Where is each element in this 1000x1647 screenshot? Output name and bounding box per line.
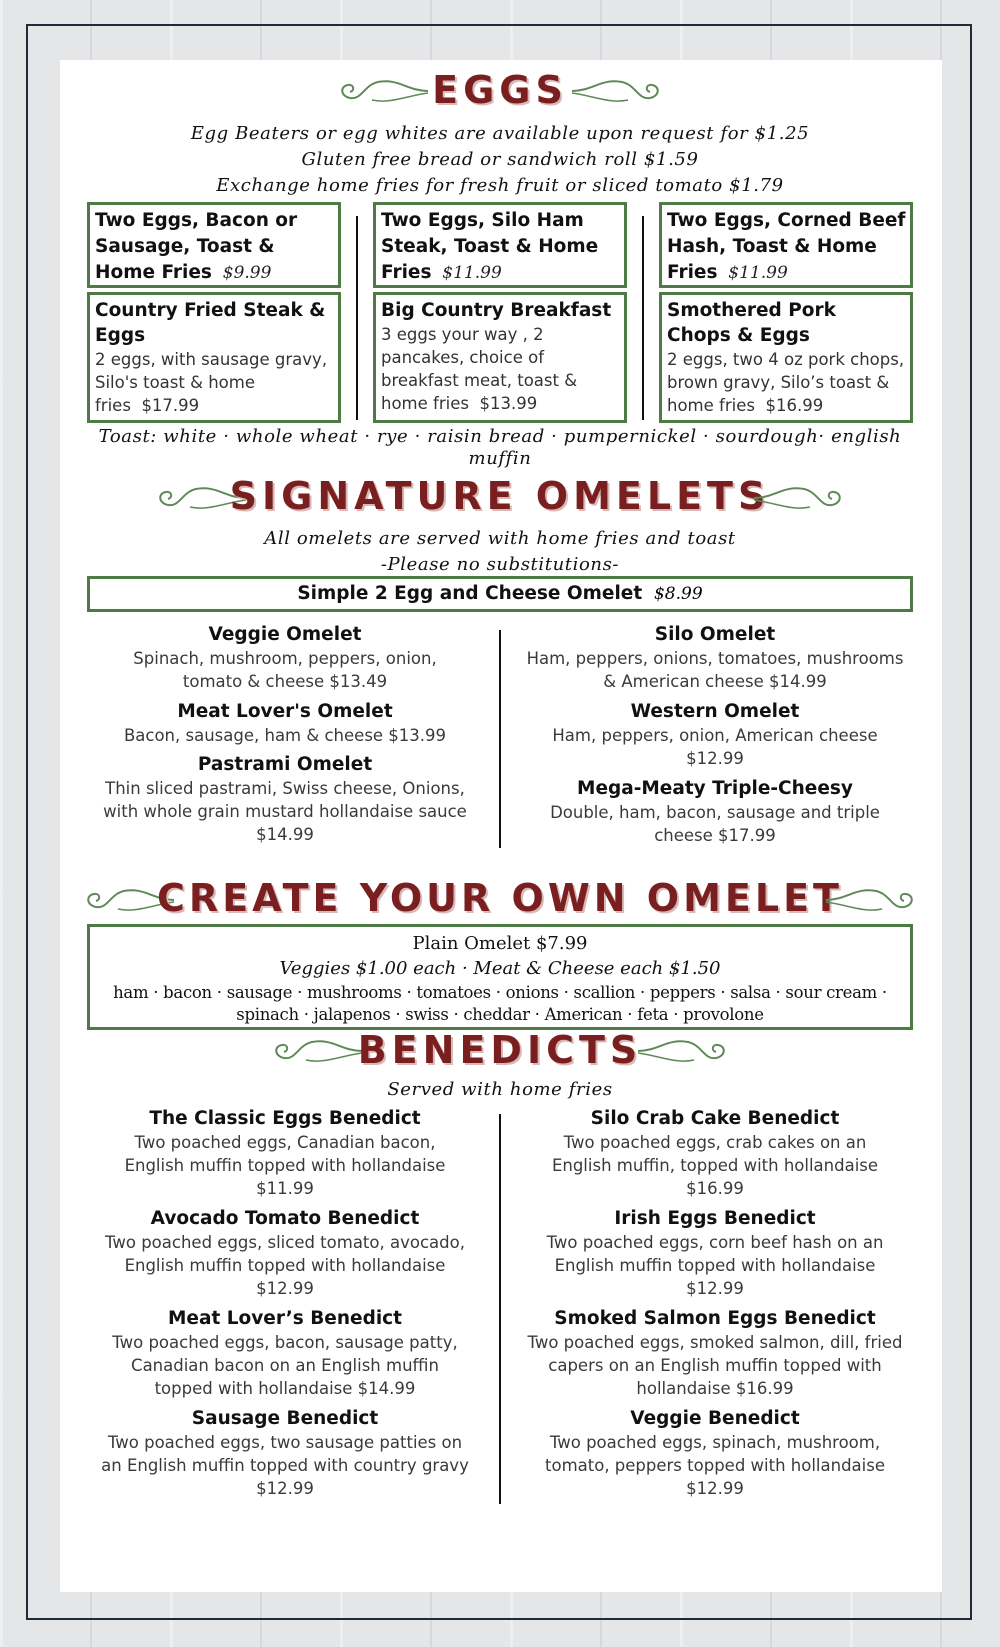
omelet-item bbox=[525, 777, 905, 847]
omelet-item bbox=[95, 623, 475, 693]
egg-item-4-price: $17.99 bbox=[141, 396, 200, 415]
omelet-name: Mega-Meaty Triple-Cheesy bbox=[577, 778, 853, 799]
simple-omelet-box bbox=[87, 576, 913, 612]
omelets-note-1: All omelets are served with home fries and toast bbox=[264, 528, 736, 549]
omelet-name: Silo Omelet bbox=[654, 624, 776, 645]
eggs-divider-1 bbox=[356, 216, 358, 420]
omelet-item bbox=[95, 700, 475, 747]
egg-item-2 bbox=[373, 202, 627, 288]
benedict-item bbox=[525, 1307, 905, 1400]
flourish-right-icon bbox=[824, 883, 926, 917]
omelet-name: Veggie Omelet bbox=[208, 624, 362, 645]
egg-item-3 bbox=[659, 202, 913, 288]
benedict-item bbox=[95, 1207, 475, 1300]
egg-item-1 bbox=[87, 202, 341, 288]
egg-item-5-name: Big Country Breakfast bbox=[381, 300, 612, 321]
benedict-item bbox=[525, 1407, 905, 1500]
benedict-desc: Two poached eggs, sliced tomato, avocado, English muffin topped with hollandaise $12.99 bbox=[105, 1233, 465, 1298]
omelets-title: SIGNATURE OMELETS bbox=[229, 474, 771, 518]
benedict-name: Irish Eggs Benedict bbox=[614, 1208, 816, 1229]
omelet-desc: Thin sliced pastrami, Swiss cheese, Onions, with whole grain mustard hollandaise sauce $14.99 bbox=[103, 779, 467, 844]
egg-item-6-name: Smothered Pork Chops & Eggs bbox=[667, 300, 836, 346]
benedict-name: Avocado Tomato Benedict bbox=[150, 1208, 420, 1229]
benedict-desc: Two poached eggs, bacon, sausage patty, Canadian bacon on an English muffin topped with hollandaise $14.99 bbox=[112, 1333, 458, 1398]
egg-item-5 bbox=[373, 292, 627, 423]
omelet-desc: Spinach, mushroom, peppers, onion, tomato & cheese $13.49 bbox=[133, 649, 437, 691]
egg-item-1-price: $9.99 bbox=[222, 263, 272, 283]
benedict-name: Smoked Salmon Eggs Benedict bbox=[554, 1308, 876, 1329]
benedict-desc: Two poached eggs, smoked salmon, dill, fried capers on an English muffin topped with hollandaise $16.99 bbox=[527, 1333, 903, 1398]
omelet-desc: Double, ham, bacon, sausage and triple cheese $17.99 bbox=[550, 803, 880, 845]
egg-item-6-price: $16.99 bbox=[765, 396, 824, 415]
omelets-note-2: -Please no substitutions- bbox=[380, 554, 620, 575]
eggs-title: EGGS bbox=[432, 68, 568, 112]
omelet-item bbox=[525, 700, 905, 770]
egg-item-1-name: Two Eggs, Bacon or Sausage, Toast & Home Fries bbox=[95, 210, 298, 283]
eggs-divider-2 bbox=[642, 216, 644, 420]
omelet-desc: Ham, peppers, onions, tomatoes, mushrooms & American cheese $14.99 bbox=[526, 649, 904, 691]
benedict-name: Sausage Benedict bbox=[191, 1408, 379, 1429]
flourish-right-icon bbox=[636, 1034, 738, 1068]
benedict-item bbox=[525, 1207, 905, 1300]
egg-item-6-desc: 2 eggs, two 4 oz pork chops, brown gravy, Silo’s toast & home fries bbox=[667, 350, 905, 415]
omelets-divider bbox=[499, 630, 501, 848]
egg-item-2-price: $11.99 bbox=[442, 263, 502, 283]
egg-item-4 bbox=[87, 292, 341, 423]
eggs-note-2: Gluten free bread or sandwich roll $1.59 bbox=[301, 149, 699, 170]
benedict-desc: Two poached eggs, Canadian bacon, English muffin topped with hollandaise $11.99 bbox=[124, 1133, 446, 1198]
benedict-item bbox=[95, 1407, 475, 1500]
egg-item-3-price: $11.99 bbox=[728, 263, 788, 283]
egg-item-2-name: Two Eggs, Silo Ham Steak, Toast & Home Fries bbox=[381, 210, 599, 283]
omelet-name: Meat Lover's Omelet bbox=[177, 701, 393, 722]
benedicts-note: Served with home fries bbox=[387, 1079, 613, 1100]
omelet-item bbox=[95, 753, 475, 846]
simple-omelet-name: Simple 2 Egg and Cheese Omelet bbox=[297, 583, 643, 604]
benedicts-divider bbox=[499, 1114, 501, 1504]
flourish-right-icon bbox=[752, 481, 854, 515]
benedict-desc: Two poached eggs, crab cakes on an English muffin, topped with hollandaise $16.99 bbox=[551, 1133, 879, 1198]
omelet-name: Pastrami Omelet bbox=[197, 754, 373, 775]
egg-item-6 bbox=[659, 292, 913, 423]
omelet-name: Western Omelet bbox=[630, 701, 800, 722]
benedict-item bbox=[525, 1107, 905, 1200]
egg-item-5-price: $13.99 bbox=[479, 394, 538, 413]
benedict-desc: Two poached eggs, corn beef hash on an English muffin topped with hollandaise $12.99 bbox=[546, 1233, 884, 1298]
omelet-desc: Ham, peppers, onion, American cheese $12.99 bbox=[552, 726, 878, 768]
benedict-item bbox=[95, 1107, 475, 1200]
benedicts-title: BENEDICTS bbox=[357, 1028, 643, 1072]
egg-item-5-desc: 3 eggs your way , 2 pancakes, choice of breakfast meat, toast & home fries bbox=[381, 325, 578, 413]
benedict-desc: Two poached eggs, spinach, mushroom, tomato, peppers topped with hollandaise $12.99 bbox=[545, 1433, 885, 1498]
omelet-item bbox=[525, 623, 905, 693]
benedict-name: Veggie Benedict bbox=[630, 1408, 800, 1429]
flourish-right-icon bbox=[570, 74, 672, 108]
omelet-desc: Bacon, sausage, ham & cheese $13.99 bbox=[123, 726, 447, 745]
egg-item-3-name: Two Eggs, Corned Beef Hash, Toast & Home Fries bbox=[667, 210, 906, 283]
benedict-item bbox=[95, 1307, 475, 1400]
plain-omelet-price: Plain Omelet $7.99 bbox=[412, 933, 588, 954]
benedict-name: The Classic Eggs Benedict bbox=[149, 1108, 421, 1129]
egg-item-4-name: Country Fried Steak & Eggs bbox=[95, 300, 326, 346]
simple-omelet-price: $8.99 bbox=[653, 584, 703, 604]
create-omelet-title: CREATE YOUR OWN OMELET bbox=[157, 876, 843, 920]
benedict-name: Meat Lover’s Benedict bbox=[168, 1308, 402, 1329]
toast-options: Toast: white · whole wheat · rye · raisin bread · pumpernickel · sourdough· english muffin bbox=[98, 426, 902, 469]
create-omelet-box bbox=[87, 924, 913, 1030]
eggs-note-3: Exchange home fries for fresh fruit or sliced tomato $1.79 bbox=[216, 175, 784, 196]
addon-options: ham · bacon · sausage · mushrooms · tomatoes · onions · scallion · peppers · salsa · sour cream · spinach · jalapenos · swiss · cheddar · American · feta · provolone bbox=[113, 983, 887, 1024]
egg-item-4-desc: 2 eggs, with sausage gravy, Silo's toast & home fries bbox=[95, 350, 328, 415]
benedict-name: Silo Crab Cake Benedict bbox=[590, 1108, 840, 1129]
addon-pricing: Veggies $1.00 each · Meat & Cheese each $1.50 bbox=[279, 958, 721, 979]
eggs-note-1: Egg Beaters or egg whites are available upon request for $1.25 bbox=[190, 123, 810, 144]
benedict-desc: Two poached eggs, two sausage patties on an English muffin topped with country gravy $12.99 bbox=[101, 1433, 469, 1498]
